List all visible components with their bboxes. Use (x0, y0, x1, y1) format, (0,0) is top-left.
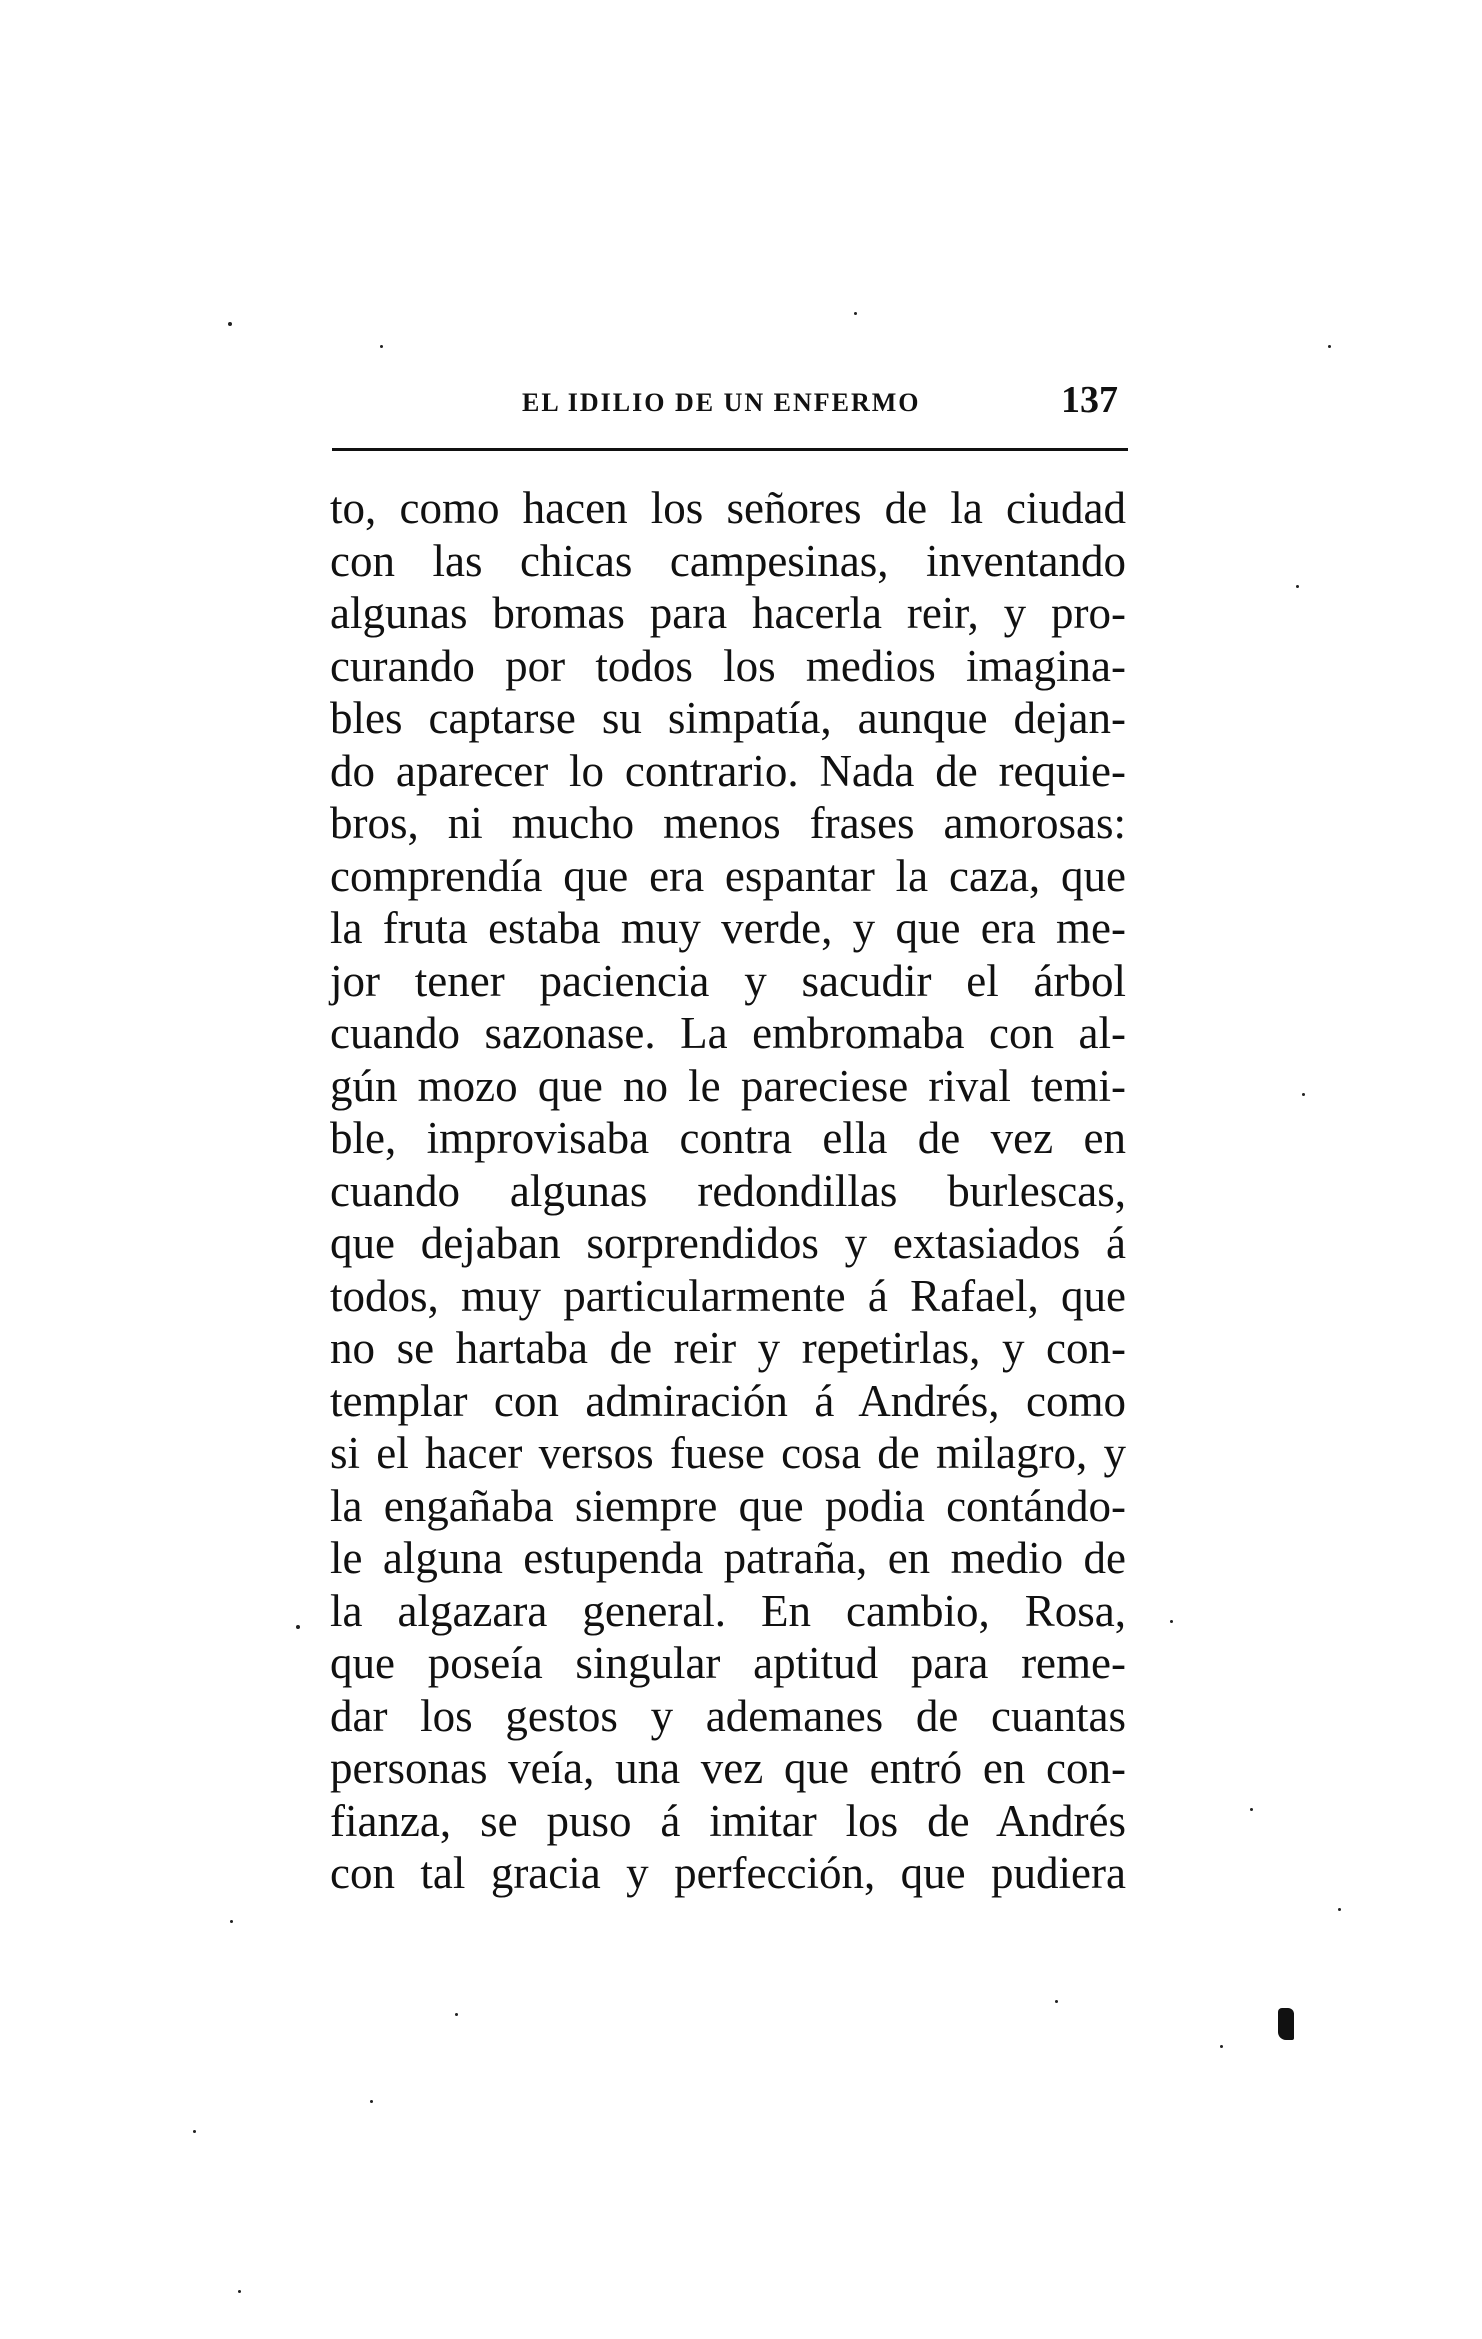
text-line: la engañaba siempre que podia contándo- (330, 1480, 1126, 1531)
text-line: que dejaban sorprendidos y extasiados á (330, 1218, 1126, 1268)
text-line: todos, muy particularmente á Rafael, que (330, 1270, 1126, 1321)
text-line: cuando sazonase. La embromaba con al- (330, 1008, 1126, 1058)
text-line: dar los gestos y ademanes de cuantas (330, 1690, 1126, 1741)
scan-speck (193, 2130, 196, 2133)
text-line: bros, ni mucho menos frases amorosas: (330, 798, 1126, 848)
text-line: fianza, se puso á imitar los de Andrés (330, 1795, 1126, 1846)
scan-speck (1250, 1808, 1253, 1811)
text-line: bles captarse su simpatía, aunque dejan- (330, 693, 1126, 743)
scan-speck (1328, 345, 1331, 348)
text-line: do aparecer lo contrario. Nada de requie- (330, 745, 1126, 796)
scan-speck (370, 2100, 373, 2103)
page-number: 137 (1061, 379, 1118, 421)
scan-speck (1055, 2000, 1058, 2003)
text-line: templar con admiración á Andrés, como (330, 1375, 1126, 1426)
scan-speck (380, 345, 383, 348)
scan-speck (1296, 585, 1299, 588)
text-line: gún mozo que no le pareciese rival temi- (330, 1060, 1126, 1111)
scan-speck (1170, 1620, 1173, 1623)
scan-speck (228, 322, 232, 326)
text-line: le alguna estupenda patraña, en medio de (330, 1533, 1126, 1583)
text-line: cuando algunas redondillas burlescas, (330, 1165, 1126, 1216)
text-line: no se hartaba de reir y repetirlas, y con- (330, 1323, 1126, 1373)
body-text (330, 482, 1126, 1900)
scan-speck (455, 2013, 458, 2016)
text-line: comprendía que era espantar la caza, que (330, 850, 1126, 901)
text-line: que poseía singular aptitud para reme- (330, 1638, 1126, 1688)
header-rule (332, 448, 1128, 451)
running-title: EL IDILIO DE UN ENFERMO (522, 388, 921, 417)
text-line: con las chicas campesinas, inventando (330, 535, 1126, 586)
ink-blot (1278, 2008, 1294, 2040)
text-line: jor tener paciencia y sacudir el árbol (330, 955, 1126, 1006)
text-line: si el hacer versos fuese cosa de milagro, y (330, 1428, 1126, 1478)
text-line: la algazara general. En cambio, Rosa, (330, 1585, 1126, 1636)
text-line: la fruta estaba muy verde, y que era me- (330, 903, 1126, 953)
text-line: to, como hacen los señores de la ciudad (330, 483, 1126, 533)
text-line: algunas bromas para hacerla reir, y pro- (330, 588, 1126, 638)
text-line: personas veía, una vez que entró en con- (330, 1743, 1126, 1793)
scan-speck (854, 312, 857, 315)
text-line: con tal gracia y perfección, que pudiera (330, 1848, 1126, 1898)
text-line: ble, improvisaba contra ella de vez en (330, 1113, 1126, 1163)
scan-speck (1220, 2045, 1223, 2048)
scan-speck (1302, 1093, 1305, 1096)
scan-speck (230, 1920, 233, 1923)
running-head (330, 378, 1130, 428)
scan-speck (238, 2290, 241, 2293)
scan-speck (296, 1625, 300, 1629)
text-line: curando por todos los medios imagina- (330, 640, 1126, 691)
scan-speck (1338, 1908, 1341, 1911)
